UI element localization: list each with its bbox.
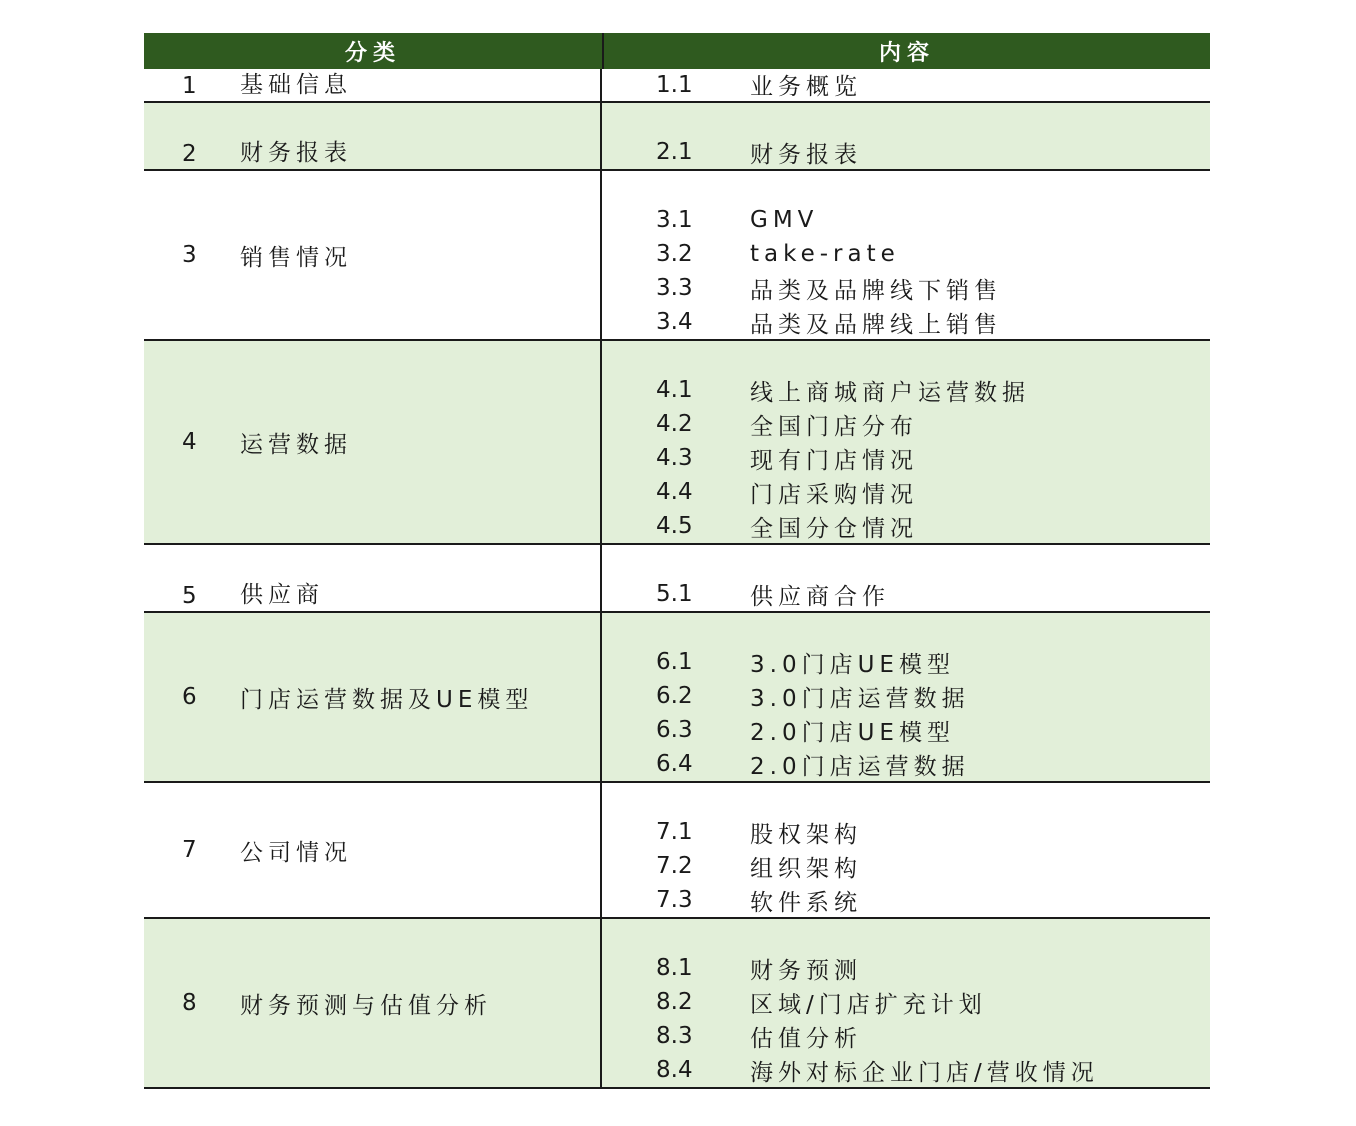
- content-item: [602, 645, 1210, 679]
- content-item: [602, 373, 1210, 407]
- content-item-label: 3.0门店运营数据: [750, 685, 970, 712]
- content-item-number: 4.1: [656, 377, 693, 403]
- content-item: [602, 849, 1210, 883]
- content-item: [602, 509, 1210, 543]
- content-cell: [602, 545, 1210, 611]
- category-cell: [144, 613, 602, 781]
- content-item-number: 8.4: [656, 1057, 693, 1083]
- content-item: [602, 747, 1210, 781]
- content-item-label: 财务报表: [750, 141, 862, 168]
- category-number: 3: [182, 242, 197, 268]
- table-row: [144, 545, 1210, 613]
- content-item-number: 7.2: [656, 853, 693, 879]
- content-item-label: 现有门店情况: [750, 447, 918, 474]
- content-item-label: 供应商合作: [750, 583, 890, 610]
- content-item: [602, 577, 1210, 611]
- category-name: 基础信息: [240, 72, 352, 98]
- category-name: 门店运营数据及UE模型: [240, 686, 534, 713]
- category-name: 供应商: [240, 582, 324, 608]
- content-item-label: 线上商城商户运营数据: [750, 379, 1030, 406]
- category-cell: [144, 545, 602, 611]
- content-item: [602, 475, 1210, 509]
- content-item-number: 7.1: [656, 819, 693, 845]
- content-item-number: 8.3: [656, 1023, 693, 1049]
- content-item-label: 品类及品牌线下销售: [750, 277, 1002, 304]
- content-item-label: 门店采购情况: [750, 481, 918, 508]
- content-item-label: 区域/门店扩充计划: [750, 991, 987, 1018]
- table-row: [144, 69, 1210, 103]
- content-item-number: 4.5: [656, 513, 693, 539]
- content-item-label: 全国分仓情况: [750, 515, 918, 542]
- content-item-number: 2.1: [656, 139, 693, 165]
- content-item-label: 组织架构: [750, 855, 862, 882]
- header-category: 分类: [144, 33, 604, 69]
- content-item-number: 7.3: [656, 887, 693, 913]
- category-name: 销售情况: [240, 244, 352, 271]
- content-cell: [602, 341, 1210, 543]
- content-item: [602, 815, 1210, 849]
- content-item-number: 6.3: [656, 717, 693, 743]
- content-item: [602, 1053, 1210, 1087]
- category-number: 7: [182, 837, 197, 863]
- category-number: 1: [182, 73, 197, 99]
- table-row: [144, 783, 1210, 919]
- content-item-number: 3.2: [656, 241, 693, 267]
- table-row: [144, 919, 1210, 1089]
- content-item-number: 8.1: [656, 955, 693, 981]
- content-item-number: 3.3: [656, 275, 693, 301]
- header-content: 内容: [878, 40, 935, 66]
- content-cell: [602, 171, 1210, 339]
- content-cell: [602, 103, 1210, 169]
- content-item: [602, 135, 1210, 169]
- content-item-number: 3.4: [656, 309, 693, 335]
- content-item-label: 财务预测: [750, 957, 862, 984]
- category-cell: [144, 69, 602, 101]
- content-item-label: 3.0门店UE模型: [750, 651, 955, 678]
- content-item-label: 股权架构: [750, 821, 862, 848]
- category-name: 公司情况: [240, 839, 352, 866]
- content-item: [602, 951, 1210, 985]
- content-item-number: 1.1: [656, 71, 693, 98]
- category-number: 8: [182, 990, 197, 1016]
- content-item-label: 2.0门店运营数据: [750, 753, 970, 780]
- content-item-number: 6.1: [656, 649, 693, 675]
- content-item: [602, 203, 1210, 237]
- category-name: 财务报表: [240, 140, 352, 166]
- table-header: [144, 33, 1210, 69]
- content-item-label: 全国门店分布: [750, 413, 918, 440]
- content-item: [602, 679, 1210, 713]
- table-row: [144, 341, 1210, 545]
- category-cell: [144, 783, 602, 917]
- category-cell: [144, 103, 602, 169]
- table-row: [144, 103, 1210, 171]
- content-item-number: 3.1: [656, 207, 693, 233]
- content-item-label: 品类及品牌线上销售: [750, 311, 1002, 338]
- category-cell: [144, 341, 602, 543]
- content-item-number: 8.2: [656, 989, 693, 1015]
- table-body: [144, 69, 1210, 1089]
- content-item-label: 海外对标企业门店/营收情况: [750, 1059, 1099, 1086]
- content-item-label: 2.0门店UE模型: [750, 719, 955, 746]
- category-number: 4: [182, 429, 197, 455]
- content-item: [602, 883, 1210, 917]
- category-number: 5: [182, 583, 197, 609]
- content-item: [602, 985, 1210, 1019]
- content-item: [602, 407, 1210, 441]
- content-item-number: 4.4: [656, 479, 693, 505]
- content-item: [602, 305, 1210, 339]
- content-item: [602, 237, 1210, 271]
- content-item: [602, 1019, 1210, 1053]
- content-item-number: 4.2: [656, 411, 693, 437]
- content-item-number: 6.4: [656, 751, 693, 777]
- content-item-label: 业务概览: [750, 74, 862, 100]
- content-item-number: 5.1: [656, 581, 693, 607]
- table-row: [144, 613, 1210, 783]
- category-number: 6: [182, 684, 197, 710]
- category-cell: [144, 171, 602, 339]
- content-item: [602, 441, 1210, 475]
- content-cell: [602, 783, 1210, 917]
- content-item: [602, 713, 1210, 747]
- category-name: 财务预测与估值分析: [240, 992, 492, 1019]
- category-cell: [144, 919, 602, 1087]
- content-cell: [602, 613, 1210, 781]
- contents-table: [144, 33, 1210, 1089]
- content-item-number: 6.2: [656, 683, 693, 709]
- content-item: [602, 271, 1210, 305]
- content-item-number: 4.3: [656, 445, 693, 471]
- table-row: [144, 171, 1210, 341]
- content-item: [602, 68, 1210, 101]
- content-item-label: GMV: [750, 207, 819, 233]
- content-item-label: 软件系统: [750, 889, 862, 916]
- content-cell: [602, 69, 1210, 101]
- category-number: 2: [182, 141, 197, 167]
- content-item-label: take-rate: [750, 241, 900, 267]
- content-cell: [602, 919, 1210, 1087]
- content-item-label: 估值分析: [750, 1025, 862, 1052]
- category-name: 运营数据: [240, 431, 352, 458]
